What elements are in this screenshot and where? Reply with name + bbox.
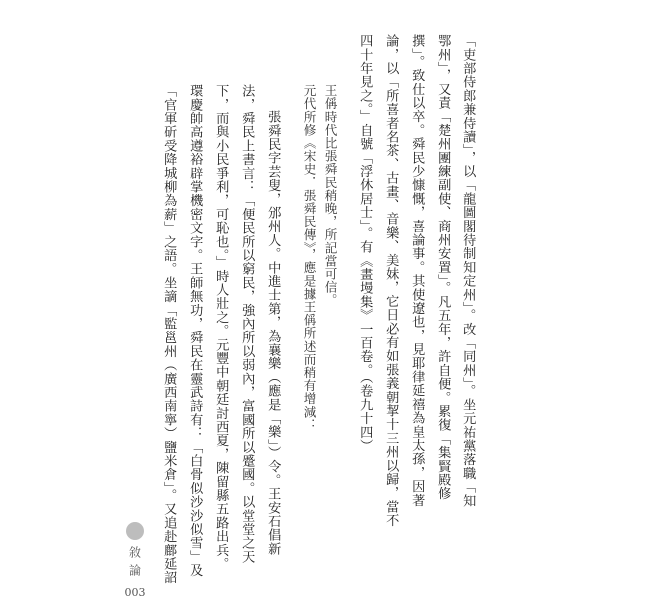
body-column-3: 撰」。致仕以卒。舜民少慷慨，喜論事。其使遼也，見耶律延禧為皇太孫，因著 [409, 34, 425, 507]
folio-dot-icon [126, 522, 144, 540]
note-column-2: 元代所修《宋史．張舜民傳》，應是據王偁所述而稍有增減： [301, 84, 317, 432]
quote-column-1: 張舜民字芸叟，邠州人。中進士第，為襄樂（應是「樂」）令。王安石倡新 [265, 110, 281, 556]
quote-column-5: 「官軍斫受降城柳為薪」之語。坐謫「監邕州（廣西南寧）鹽米倉」。又追赴鄜延詔 [161, 84, 177, 585]
page-folio [120, 522, 150, 599]
body-column-5: 四十年見之。」自號「浮休居士」。有《畫墁集》一百卷。（卷九十四） [357, 34, 373, 453]
body-column-1: 「吏部侍郎兼侍讀」，以「龍圖閣待制知定州」。改「同州」。坐元祐黨落職「知 [460, 34, 476, 508]
note-column-1: 王偁時代比張舜民稍晚，所記當可信。 [322, 84, 338, 307]
quote-column-4: 環慶帥高遵裕辟掌機密文字。王師無功，舜民在靈武詩有：「白骨似沙沙似雪」及 [187, 84, 203, 578]
body-column-2: 鄂州」，又責「楚州團練副使、商州安置」。凡五年，許自便。累復「集賢殿修 [435, 34, 451, 501]
quote-column-3: 下，而與小民爭利，可恥也。」時人壯之。元豐中朝廷討西夏，陳留縣五路出兵。 [213, 84, 229, 571]
quote-column-2: 法，舜民上書言：「便民所以窮民，強內所以弱內，富國所以蹙國。以堂堂之天 [239, 84, 255, 564]
body-column-4: 論，以「所喜者名茶、古畫、音樂、美妹，它日必有如張義朝挈十三州以歸，當不 [383, 34, 399, 528]
page-number: 003 [124, 586, 146, 599]
section-label: 敘論 [127, 546, 142, 582]
